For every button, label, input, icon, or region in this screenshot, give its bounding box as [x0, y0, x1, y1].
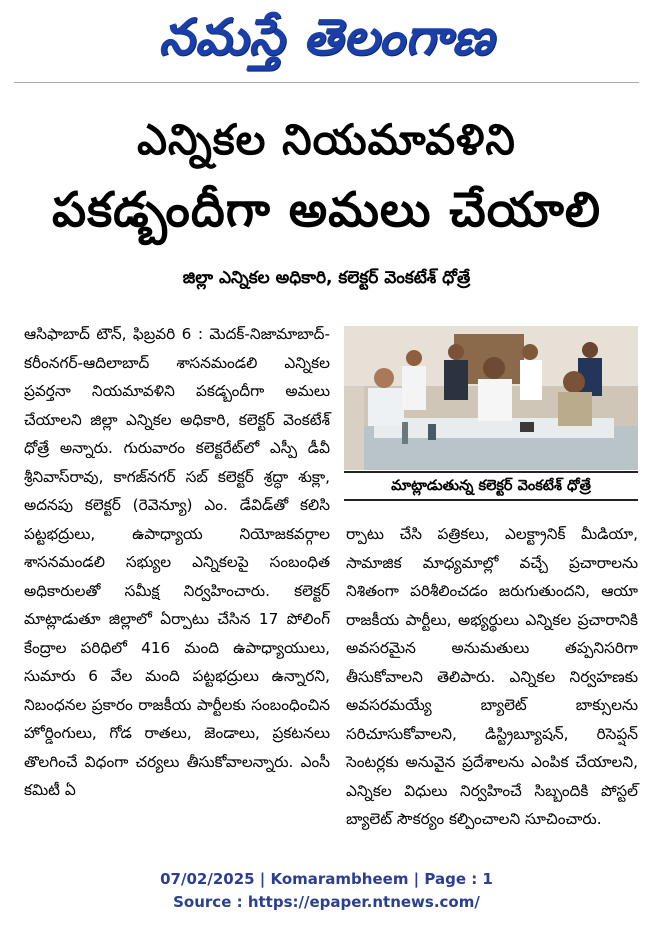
headline-line-2: పకడ్బందీగా అమలు చేయాలి	[51, 182, 602, 238]
meeting-photo-illustration	[344, 326, 638, 470]
footer-edition-info: 07/02/2025 | Komarambheem | Page : 1	[160, 870, 493, 888]
masthead-divider	[14, 82, 639, 83]
article-body-col2: ర్పాటు చేసి పత్రికలు, ఎలక్ట్రానిక్ మీడియా, సామాజిక మాధ్యమాల్లో వచ్చే ప్రచారాలను నిశితంగా పరిశీలించడం జరుగుతుందని, ఆయా రాజకీయ పార్టీలు, అభ్యర్థులు ఎన్నికల ప్రచారానికి అవసరమైన అనుమతులు తప్పనిసరిగా తీసుకోవాలని తెలిపారు. ఎన్నికల నిర్వహణకు అవసరమయ్యే బ్యాలెట్ బాక్సులను సరిచూసుకోవాలని, డిస్ట్రిబ్యూషన్, రిసెప్షన్ సెంటర్లకు అనువైన ప్రదేశాలను ఎంపిక చేయాలని, ఎన్నికల విధులు నిర్వహించే సిబ్బందికి పోస్టల్ బ్యాలెట్ సౌకర్యం కల్పించాలని సూచించారు.	[346, 525, 638, 828]
article-photo	[344, 326, 638, 470]
article-body-col1: ఆసిఫాబాద్ టౌన్, ఫిబ్రవరి 6 : మెదక్-నిజామాబాద్-కరీంనగర్-ఆదిలాబాద్ శాసనమండలి ఎన్నికల ప్రవర్తనా నియమావళిని పకడ్బందీగా అమలు చేయాలని జిల్లా ఎన్నికల అధికారి, కలెక్టర్ వెంకటేశ్ ధోత్రే అన్నారు. గురువారం కలెక్టరేట్‌లో ఎస్పీ డీవీ శ్రీనివాస్‌రావు, కాగజ్‌నగర్ సబ్ కలెక్టర్ శ్రద్ధా శుక్లా, అదనపు కలెక్టర్ (రెవెన్యూ) ఎం. డేవిడ్‌తో కలిసి పట్టభద్రులు, ఉపాధ్యాయ నియోజకవర్గాల శాసనమండలి సభ్యుల ఎన్నికలపై సంబంధిత అధికారులతో సమీక్ష నిర్వహించారు. కలెక్టర్ మాట్లాడుతూ జిల్లాలో ఏర్పాటు చేసిన 17 పోలింగ్ కేంద్రాల పరిధిలో 416 మంది ఉపాధ్యాయులు, సుమారు 6 వేల మంది పట్టభద్రులు ఉన్నారని, నిబంధనల ప్రకారం రాజకీయ పార్టీలకు సంబంధించిన హోర్డింగులు, గోడ రాతలు, జెండాలు, ప్రకటనలు తొలగించే విధంగా చర్యలు తీసుకోవాలన్నారు. ఎంసీ కమిటీ ఏ	[24, 325, 330, 799]
article-column-2	[346, 520, 638, 834]
headline-line-1: ఎన్నికల నియమావళిని	[137, 115, 516, 164]
subheadline: జిల్లా ఎన్నికల అధికారి, కలెక్టర్ వెంకటేశ్ ధోత్రే	[182, 268, 471, 288]
article-column-1	[24, 320, 330, 805]
footer-source-link[interactable]: Source : https://epaper.ntnews.com/	[173, 893, 480, 911]
photo-caption: మాట్లాడుతున్న కలెక్టర్ వెంకటేశ్ ధోత్రే	[344, 471, 638, 501]
newspaper-logo: నమస్తే తెలంగాణ	[158, 8, 495, 66]
masthead	[0, 0, 653, 74]
